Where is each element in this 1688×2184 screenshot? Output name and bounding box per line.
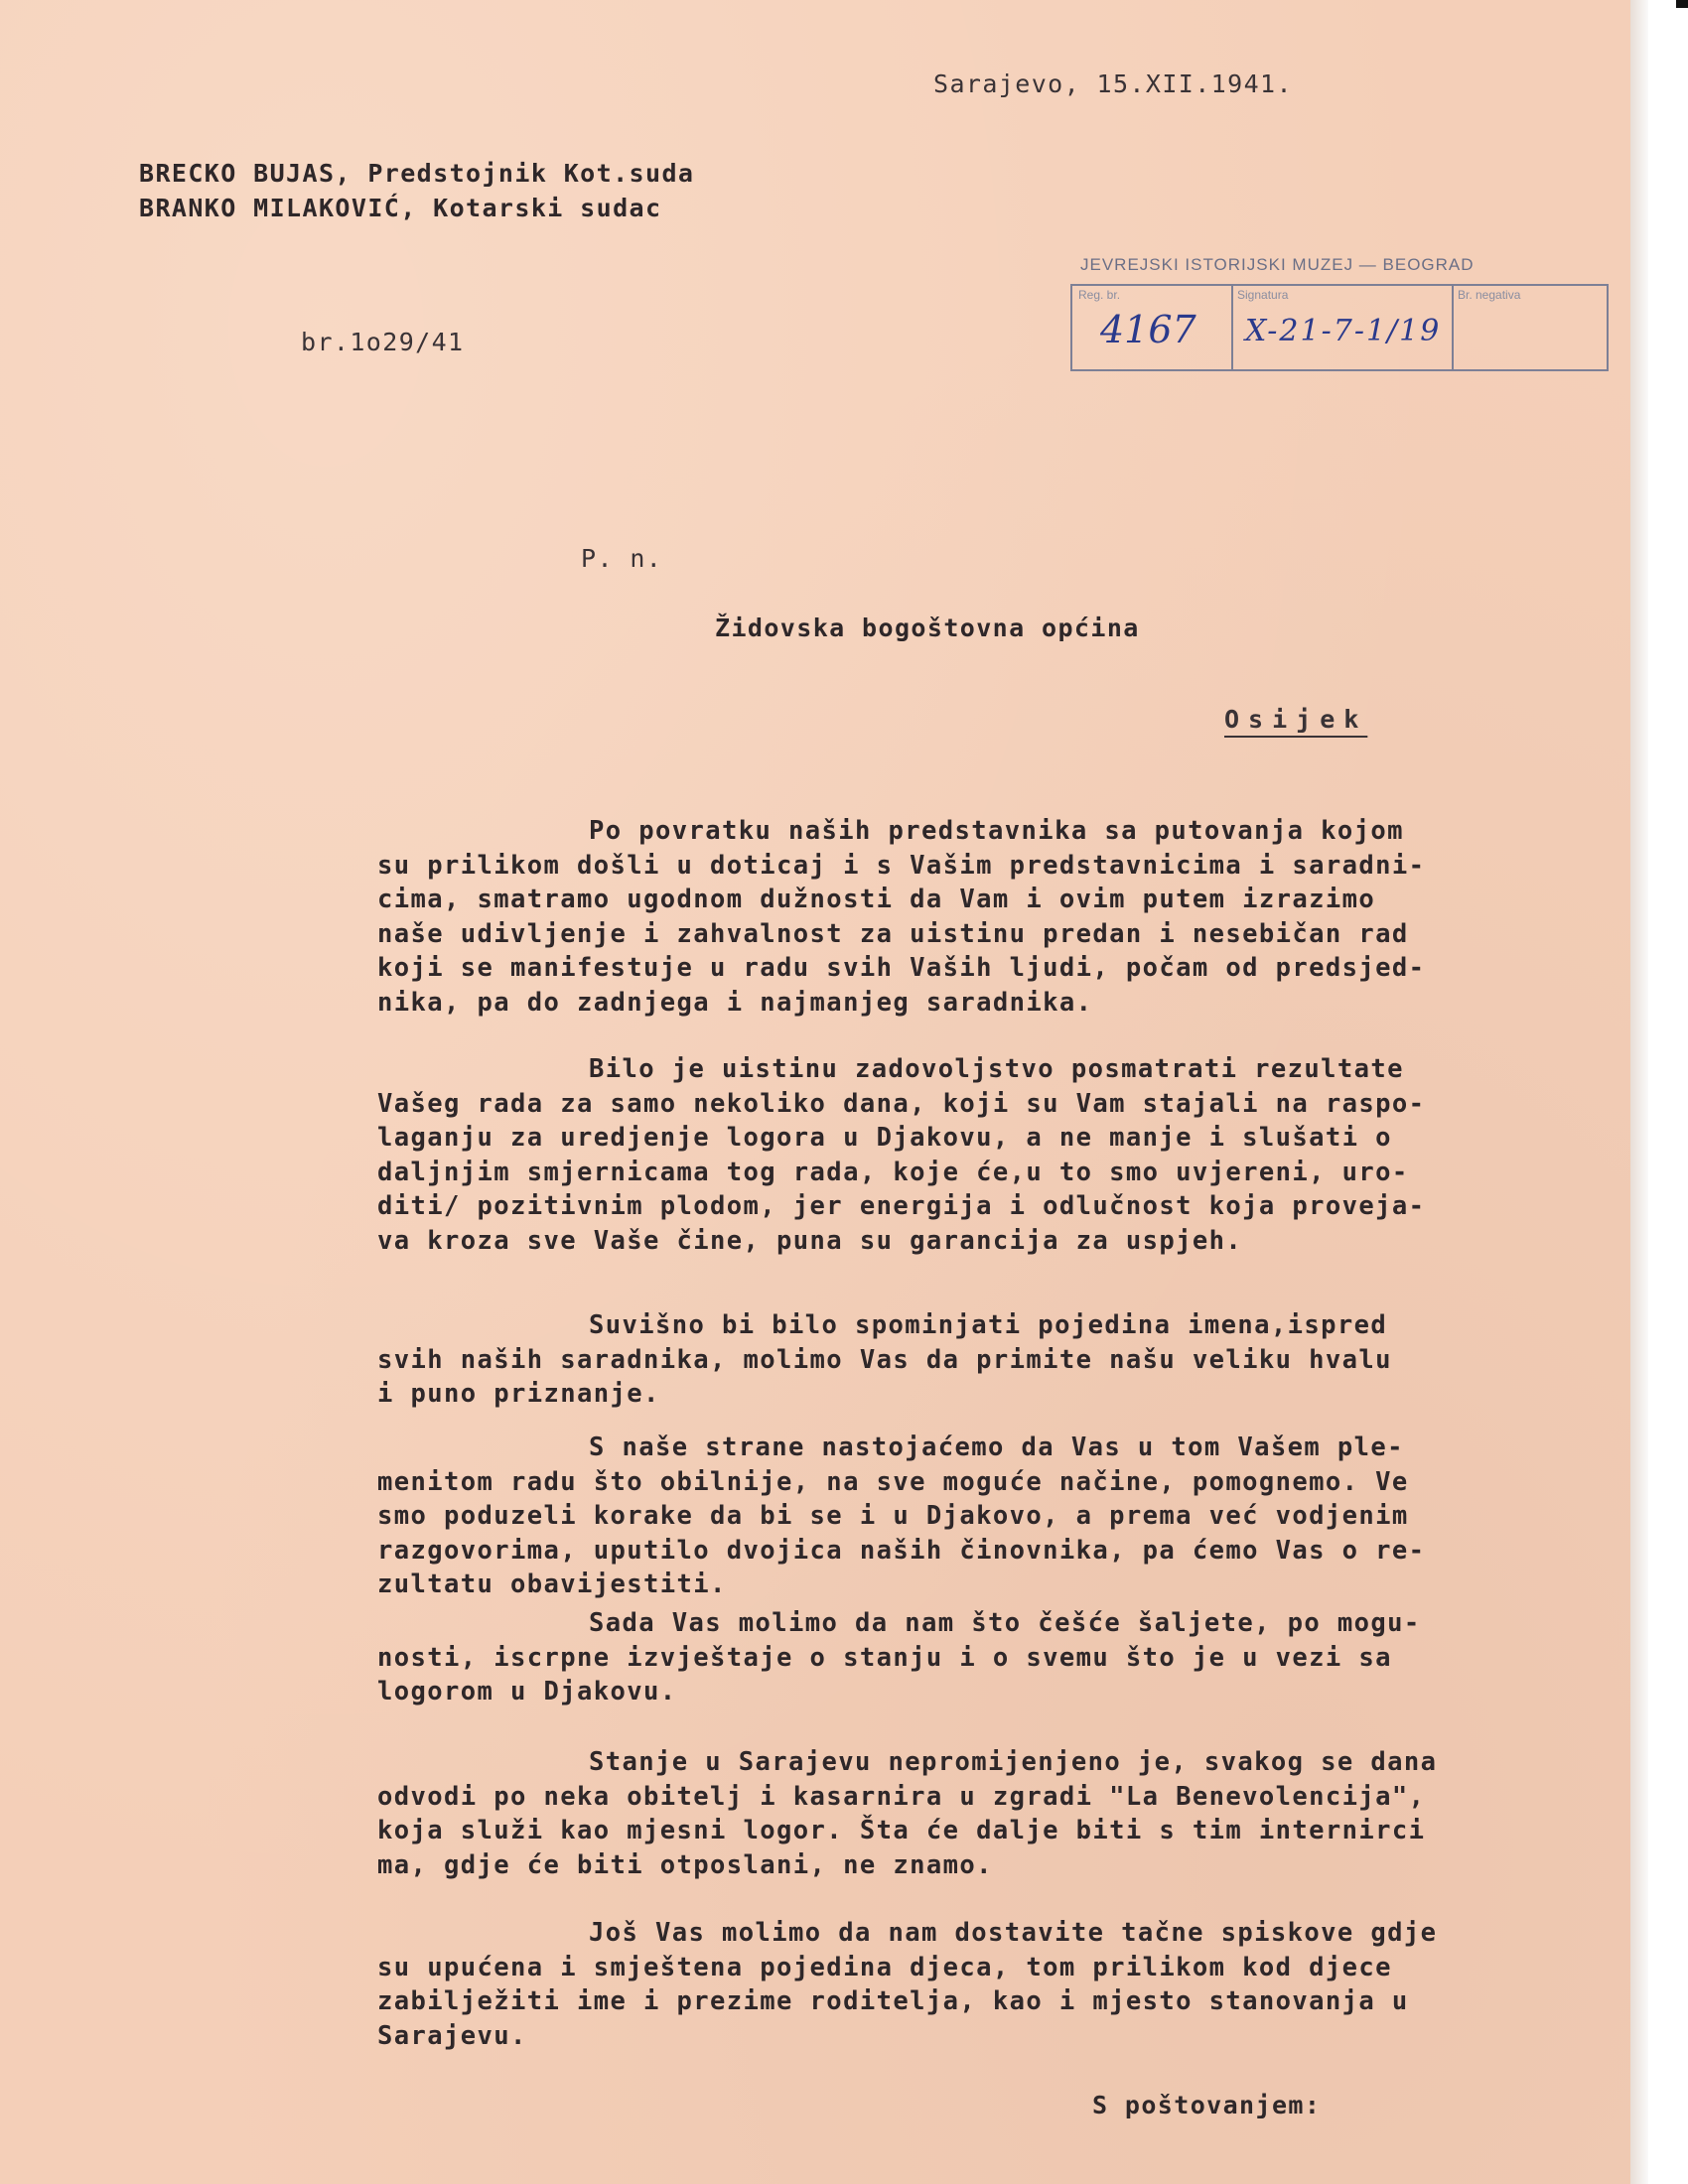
body-line: razgovorima, uputilo dvojica naših činovnika, pa ćemo Vas o re-: [377, 1535, 1426, 1566]
body-line: koji se manifestuje u radu svih Vaših ljudi, počam od predsjed-: [377, 953, 1426, 983]
body-line: menitom radu što obilnije, na sve moguće načine, pomognemo. Ve: [377, 1466, 1409, 1497]
body-line: i puno priznanje.: [377, 1379, 660, 1409]
body-line: diti/ pozitivnim plodom, jer energija i odlučnost koja proveja-: [377, 1191, 1426, 1221]
body-line: Bilo je uistinu zadovoljstvo posmatrati rezultate: [589, 1054, 1404, 1084]
stamp-inv-label: Br. negativa: [1458, 288, 1521, 302]
sender-line-1: BRECKO BUJAS, Predstojnik Kot.suda: [139, 159, 695, 188]
stamp-cell-reg: [1072, 286, 1233, 369]
body-line: su upućena i smještena pojedina djeca, tom prilikom kod djece: [377, 1952, 1392, 1982]
body-line: Po povratku naših predstavnika sa putovanja kojom: [589, 816, 1404, 846]
body-line: zabilježiti ime i prezime roditelja, kao i mjesto stanovanja u: [377, 1986, 1409, 2016]
body-line: Još Vas molimo da nam dostavite tačne spiskove gdje: [589, 1918, 1438, 1948]
stamp-box: [1070, 284, 1609, 371]
stamp-sig-value: X-21-7-1/19: [1245, 314, 1442, 348]
body-line: smo poduzeli korake da bi se i u Djakovo, a prema već vodjenim: [377, 1501, 1409, 1531]
body-line: Sarajevu.: [377, 2020, 527, 2051]
body-line: svih naših saradnika, molimo Vas da primite našu veliku hvalu: [377, 1344, 1392, 1375]
body-line: va kroza sve Vaše čine, puna su garancija za uspjeh.: [377, 1225, 1243, 1256]
body-line: S naše strane nastojaćemo da Vas u tom Vašem ple-: [589, 1433, 1404, 1462]
body-line: Sada Vas molimo da nam što češće šaljete, po mogu-: [589, 1608, 1421, 1638]
letter-date: Sarajevo, 15.XII.1941.: [933, 69, 1293, 98]
body-line: naše udivljenje i zahvalnost za uistinu predan i nesebičan rad: [377, 918, 1409, 949]
scan-corner-mark: [1676, 0, 1688, 8]
scan-edge: [1630, 0, 1648, 2184]
body-line: Suvišno bi bilo spominjati pojedina imena,ispred: [589, 1310, 1388, 1340]
body-line: logorom u Djakovu.: [377, 1677, 677, 1706]
stamp-reg-value: 4167: [1100, 308, 1196, 351]
stamp-cell-signature: [1231, 286, 1454, 369]
address-salutation: P. n.: [581, 544, 663, 573]
body-line: nika, pa do zadnjega i najmanjeg saradnika.: [377, 987, 1093, 1018]
body-line: zultatu obavijestiti.: [377, 1570, 727, 1599]
body-line: su prilikom došli u doticaj i s Vašim predstavnicima i saradni-: [377, 850, 1426, 881]
body-line: Vašeg rada za samo nekoliko dana, koji su Vam stajali na raspo-: [377, 1088, 1426, 1119]
recipient-city: Osijek: [1224, 705, 1368, 734]
stamp-cell-negative: [1452, 286, 1607, 369]
stamp-sig-label: Signatura: [1237, 288, 1289, 302]
stamp-reg-label: Reg. br.: [1078, 288, 1121, 302]
body-line: odvodi po neka obitelj i kasarnira u zgradi "La Benevolencija",: [377, 1781, 1426, 1812]
body-line: laganju za uredjenje logora u Djakovu, a ne manje i slušati o: [377, 1123, 1392, 1153]
body-line: cima, smatramo ugodnom dužnosti da Vam i ovim putem izrazimo: [377, 885, 1376, 914]
reference-number: br.1o29/41: [301, 328, 465, 356]
body-line: Stanje u Sarajevu nepromijenjeno je, svakog se dana: [589, 1747, 1438, 1777]
body-line: nosti, iscrpne izvještaje o stanju i o svemu što je u vezi sa: [377, 1642, 1392, 1673]
body-line: koja služi kao mjesni logor. Šta će dalje biti s tim internirci: [377, 1816, 1426, 1845]
museum-stamp: [1070, 250, 1607, 371]
closing-salutation: S poštovanjem:: [1092, 2091, 1322, 2119]
body-line: daljnjim smjernicama tog rada, koje će,u to smo uvjereni, uro-: [377, 1157, 1409, 1187]
body-line: ma, gdje će biti otposlani, ne znamo.: [377, 1849, 993, 1880]
stamp-title: JEVREJSKI ISTORIJSKI MUZEJ — BEOGRAD: [1080, 255, 1475, 274]
recipient-name: Židovska bogoštovna općina: [715, 614, 1140, 642]
sender-line-2: BRANKO MILAKOVIĆ, Kotarski sudac: [139, 194, 662, 222]
